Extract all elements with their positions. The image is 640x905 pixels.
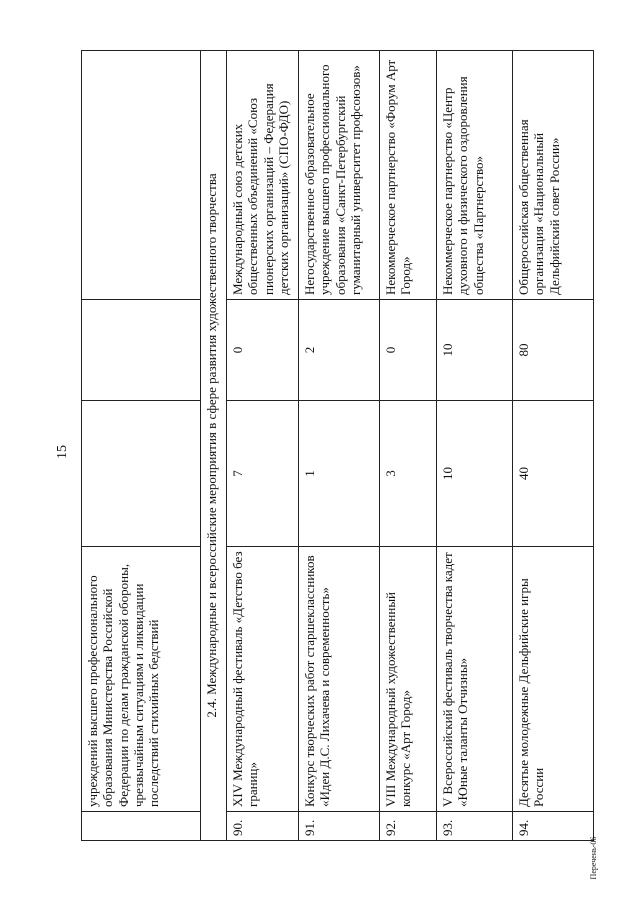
organizer-name: Международный союз детских общественных объединений «Союз пионерских организаций – Федерация детских организаций» (СПО-ФДО) <box>227 51 299 300</box>
event-name: Конкурс творческих работ старшеклассников «Идеи Д.С. Лихачева и современность» <box>299 547 380 812</box>
organizer-name: Общероссийская общественная организация «Национальный Дельфийский совет России» <box>513 51 594 300</box>
section-heading-row <box>201 51 227 841</box>
winners-count: 10 <box>437 300 513 401</box>
organizer-name: Негосударственное образовательное учреждение высшего профессионального образования «Санкт-Петербургский гуманитарный университет профсоюзов» <box>299 51 380 300</box>
event-name: V Всероссийский фестиваль творчества кадет «Юные таланты Отчизны» <box>437 547 513 812</box>
row-number: 90. <box>227 812 299 841</box>
table-row <box>437 51 513 841</box>
winners-count: 80 <box>513 300 594 401</box>
row-number: 91. <box>299 812 380 841</box>
event-name: Десятые молодежные Дельфийские игры России <box>513 547 594 812</box>
table-row <box>513 51 594 841</box>
footer-label: Перечень-06 <box>589 836 598 880</box>
table-row <box>299 51 380 841</box>
participants-count: 7 <box>227 401 299 547</box>
section-heading: 2.4. Международные и всероссийские мероприятия в сфере развития художественного творчества <box>201 51 227 841</box>
continuation-text: учреждений высшего профессионального образования Министерства Российской Федерации по делам гражданской обороны, чрезвычайным ситуациям и ликвидации последствий стихийных бедствий <box>82 547 201 812</box>
event-name: XIV Международный фестиваль «Детство без границ» <box>227 547 299 812</box>
organizer-name: Некоммерческое партнерство «Форум Арт Город» <box>380 51 437 300</box>
row-number: 92. <box>380 812 437 841</box>
table-row <box>380 51 437 841</box>
row-number: 94. <box>513 812 594 841</box>
count-cell <box>82 300 201 401</box>
row-number-cell <box>82 812 201 841</box>
winners-count: 2 <box>299 300 380 401</box>
winners-count: 0 <box>380 300 437 401</box>
count-cell <box>82 401 201 547</box>
page-number: 15 <box>55 445 70 459</box>
participants-count: 3 <box>380 401 437 547</box>
table-row-continuation <box>82 51 201 841</box>
participants-count: 1 <box>299 401 380 547</box>
table-row <box>227 51 299 841</box>
events-table <box>81 50 594 841</box>
participants-count: 10 <box>437 401 513 547</box>
rotated-landscape-table <box>81 51 593 841</box>
winners-count: 0 <box>227 300 299 401</box>
row-number: 93. <box>437 812 513 841</box>
table-container <box>81 51 593 841</box>
event-name: VIII Международный художественный конкурс «Арт Город» <box>380 547 437 812</box>
organizer-cell <box>82 51 201 300</box>
organizer-name: Некоммерческое партнерство «Центр духовного и физического оздоровления общества «Партнерство» <box>437 51 513 300</box>
participants-count: 40 <box>513 401 594 547</box>
